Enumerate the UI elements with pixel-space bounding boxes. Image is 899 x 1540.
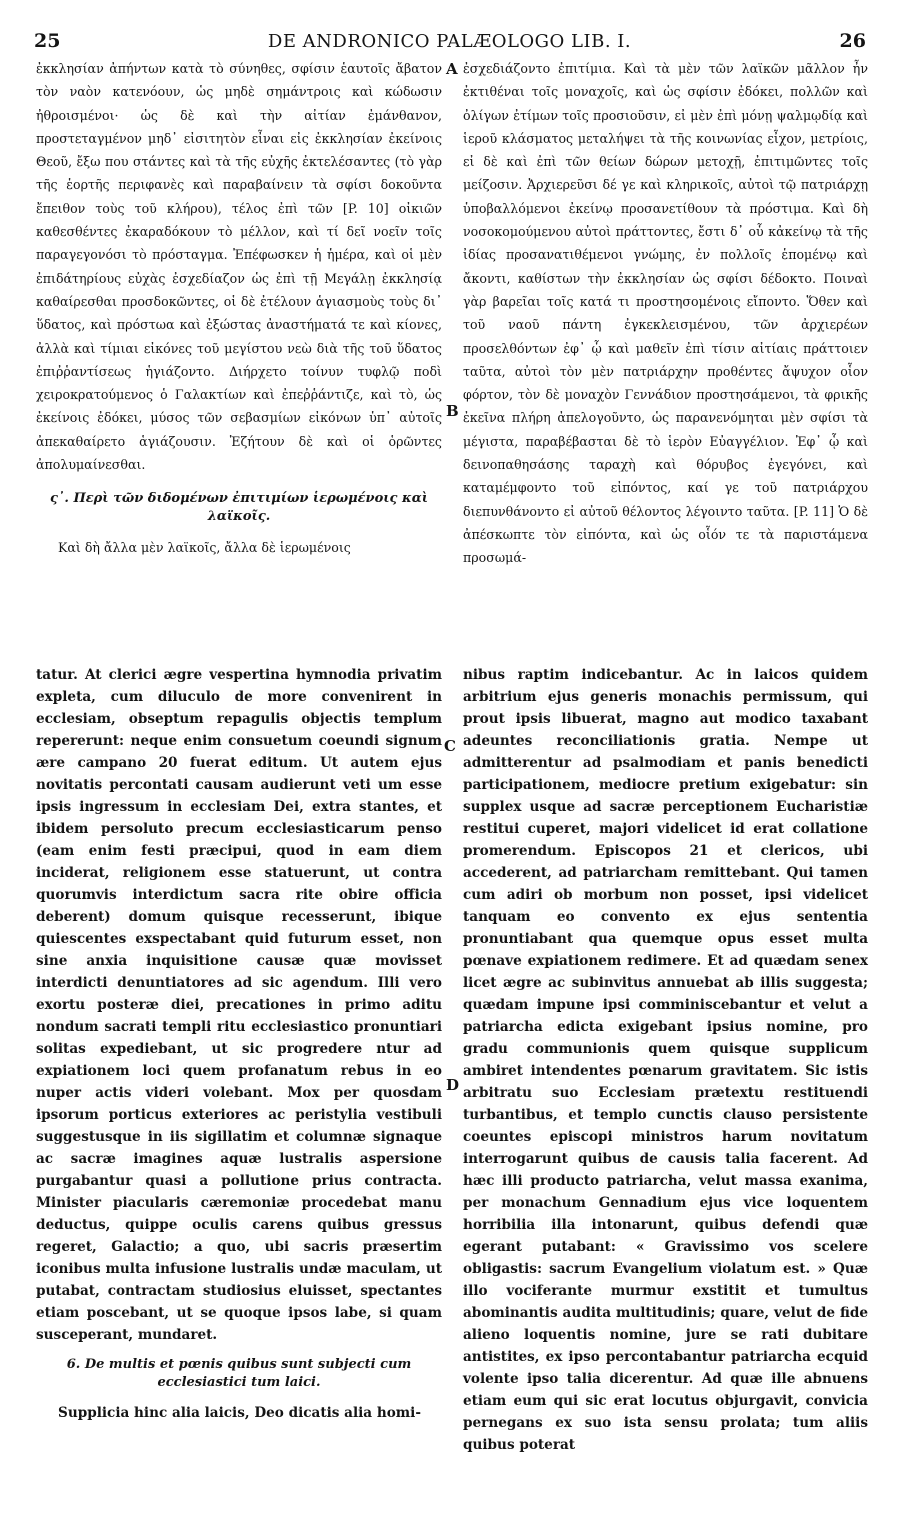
- running-title: DE ANDRONICO PALÆOLOGO LIB. I.: [267, 31, 632, 52]
- latin-paragraph: tatur. At clerici ægre vespertina hymnodia privatim expleta, cum diluculo de more convenirent in ecclesiam, obseptum repagulis objectis templum repererunt: neque enim consuetum coeundi signum ære campano 20 fuerat editum. Ut autem ejus novitatis percontati causam audierunt veti um esse ipsis ingressum in ecclesiam Dei, extra stantes, et ibidem persoluto precum ecclesiasticarum penso (eam enim festi præcipui, quod in eam diem inciderat, religionem esse statuerunt, ut contra quorumvis interdictum sacra rite obire officia deberent) domum quisque recesserunt, ibique quiescentes exspectabant quid futurum esset, non sine anxia inquisitione causæ quæ movisset interdicti denuntiatores ad sic agendum. Illi vero exortu posteræ diei, precationes in primo aditu nondum sacrati templi ritu ecclesiastico pronuntiari solitas expediebant, ut sic progredere ntur ad expiationem loci quem profanatum rebus in eo nuper actis videri volebant. Mox per quosdam ipsorum porticus exteriores ac peristylia vestibuli suggestusque in iis sigillatim et columnæ signaque ac sacræ imagines aquæ lustralis aspersione purgabantur quasi a pollutione prius contracta. Minister piacularis cæremoniæ procedebat manu deductus, quippe oculis carens quibus gressus regeret, Galactio; a quo, ubi sacris præsertim iconibus multa infusione lustralis undæ maculam, ut putabat, contractam studiosius eluisset, spectantes etiam poscebant, ut se quoque ipsos labe, si quam susceperant, mundaret.: [36, 667, 442, 1343]
- latin-column-right: [463, 664, 868, 1456]
- page-number-right: 26: [839, 30, 866, 52]
- greek-column-left: [36, 57, 442, 560]
- latin-column-left: [36, 664, 442, 1424]
- greek-section-heading: ς᾽. Περὶ τῶν διδομένων ἐπιτιμίων ἱερωμένοις καὶ λαϊκοῖς.: [49, 491, 429, 525]
- greek-paragraph: ἐκκλησίαν ἀπήντων κατὰ τὸ σύνηθες, σφίσιν ἑαυτοῖς ἄβατον τὸν ναὸν κατενόουν, ὡς μηδὲ σημάντροις καὶ κώδωσιν ἠθροισμένοι· ὡς δὲ καὶ τὴν αἰτίαν ἐμάνθανον, προστεταγμένον μηδ᾽ εἰσιτητὸν εἶναι εἰς ἐκκλησίαν ἐκείνοις Θεοῦ, ἔξω που στάντες καὶ τὰ τῆς εὐχῆς ἐκτελέσαντες (τὸ γὰρ τῆς ἑορτῆς περιφανὲς καὶ παραβαίνειν τὰ σφίσι δοκοῦντα ἔπειθον τοὺς τοῦ κλήρου), τέλος ἐπὶ τῶν [P. 10] οἰκιῶν καθεσθέντες ἐκαραδόκουν τὸ μέλλον, καὶ τί δεῖ νοεῖν τοῖς παραγεγονόσι τὸ πρόσταγμα. Ἐπέφωσκεν ἡ ἡμέρα, καὶ οἱ μὲν ἐπιδάτηρίους εὐχὰς ἐσχεδίαζον ὡς ἐπὶ τῇ Μεγάλῃ ἐκκλησίᾳ καθαίρεσθαι προσδοκῶντες, οἱ δὲ ἐτέλουν ἁγιασμοὺς τοὺς δι᾽ ὕδατος, καὶ πρόστωα καὶ ἐξώστας ἀναστήματά τε καὶ κίονες, ἀλλὰ καὶ τίμιαι εἰκόνες τοῦ μεγίστου νεὼ διὰ τῆς τοῦ ὕδατος ἐπιῤῥαντίσεως ἡγιάζοντο. Διήρχετο τοίνυν τυφλῷ ποδὶ χειροκρατούμενος ὁ Γαλακτίων καὶ ἐπεῤῥάντιζε, καὶ τὸ, ὡς ἐκείνοις ἐδόκει, μύσος τῶν σεβασμίων εἰκόνων ὑπ᾽ αὐτοῖς ἀπεκαθαίρετο ἁγιάζουσιν. Ἐζήτουν δὲ καὶ οἱ ὁρῶντες ἀπολυμαίνεσθαι.: [36, 61, 442, 473]
- margin-letter-d: D: [446, 1076, 460, 1094]
- page-number-left: 25: [34, 30, 61, 52]
- greek-paragraph: Καὶ δὴ ἄλλα μὲν λαϊκοῖς, ἄλλα δὲ ἱερωμένοις: [58, 540, 351, 556]
- latin-paragraph: nibus raptim indicebantur. Ac in laicos quidem arbitrium ejus generis monachis permissum, qui prout ipsis libuerat, magno aut modico taxabant adeuntes reconciliationis gratia. Nempe ut admitterentur ad psalmodiam et panis benedicti participationem, mediocre pretium exigebatur: sin supplex usque ad sacræ perceptionem Eucharistiæ restitui cuperet, majori videlicet id erat collatione promerendum. Episcopos 21 et clericos, ubi accederent, ad patriarcham remittebant. Qui tamen cum adiri ob morbum non posset, ipsi videlicet tanquam eo convento ex ejus sententia pronuntiabant qua quemque opus esset multa pœnave expiationem redimere. Et ad quædam senex licet ægre ac subinvitus annuebat ab illis suggesta; quædam impune ipsi comminiscebantur et velut a patriarcha edicta exigebant ipsius nomine, pro gradu communionis quem quisque supplicum ambiret intendentes pœnarum gravitatem. Sic istis arbitratu suo Ecclesiam prætextu restituendi turbantibus, et templo cunctis clauso persistente coeuntes episcopi ministros harum novitatum interrogarunt quibus de causis talia facerent. Ad hæc illi producto patriarcha, velut massa exanima, per monachum Gennadium ejus vice loquentem horribilia illa intonarunt, quibus defendi quæ egerant putabant: « Gravissimo vos scelere obligastis: sacrum Evangelium violatum est. » Quæ illo vociferante murmur exstitit et tumultus abominantis audita multitudinis; quare, velut de fide alieno loquentis nomine, jure se rati dubitare antistites, ex ipso percontabantur patriarcha ecquid volente ipso talia dicerentur. Ad quæ ille abnuens etiam eum qui sic erat locutus objurgavit, convicia pernegans ex suo ista sensu prolata; tum aliis quibus poterat: [463, 667, 868, 1453]
- margin-letter-a: A: [446, 60, 458, 78]
- latin-paragraph: Supplicia hinc alia laicis, Deo dicatis alia homi-: [58, 1405, 421, 1421]
- greek-column-right: [463, 57, 868, 570]
- latin-section-heading: 6. De multis et pœnis quibus sunt subjecti cum ecclesiastici tum laici.: [66, 1357, 412, 1390]
- margin-letter-b: B: [446, 402, 459, 420]
- running-header: [0, 30, 899, 54]
- margin-letter-c: C: [444, 737, 456, 755]
- greek-paragraph: ἐσχεδιάζοντο ἐπιτίμια. Καὶ τὰ μὲν τῶν λαϊκῶν μᾶλλον ἦν ἐκτιθέναι τοῖς μοναχοῖς, καὶ ὡς σφίσιν ἐδόκει, πολλῶν καὶ ὀλίγων ἐτίμων τοῖς προσιοῦσιν, εἰ μὲν ἐπὶ μόνῃ ψαλμῳδίᾳ καὶ ἱεροῦ κλάσματος μεταλήψει τὰ τῆς κοινωνίας εἶχον, μετρίοις, εἰ δὲ καὶ ἐπὶ τῶν θείων δώρων μετοχῇ, ἐπιτιμῶντες τοῖς μείζοσιν. Ἀρχιερεῦσι δέ γε καὶ κληρικοῖς, αὐτοὶ τῷ πατριάρχῃ ὑποβαλλόμενοι ἐκείνῳ προσανετίθουν τὰ πρόστιμα. Καὶ δὴ νοσοκομούμενου αὐτοὶ πράττοντες, ἔστι δ᾽ οὗ κἀκείνῳ τὰ τῆς ἰδίας προσανατιθέμενοι γνώμης, ἐν πολλοῖς ἑπομένῳ καὶ ἄκοντι, καθίστων τὴν ἐκκλησίαν ὡς σφίσι δέδοκτο. Ποιναὶ γὰρ βαρεῖαι τοῖς κατά τι προστησομένοις εἴποντο. Ὅθεν καὶ τοῦ ναοῦ πάντη ἐγκεκλεισμένου, τῶν ἀρχιερέων προσελθόντων ἐφ᾽ ᾧ καὶ μαθεῖν ἐπὶ τίσιν αἰτίαις πράττοιεν ταῦτα, αὐτοὶ τὸν μὲν πατριάρχην προθέντες ἄψυχον οἷον φόρτον, τὸν δὲ μοναχὸν Γεννάδιον προστησάμενοι, τὰ φρικῆς ἐκεῖνα πλήρη ἀπελογοῦντο, ὡς παρανενόμηται μὲν σφίσι τὰ μέγιστα, παραβέβασται δὲ τὸ ἱερὸν Εὐαγγέλιον. Ἐφ᾽ ᾧ καὶ δεινοπαθησάσης ταραχὴ καὶ θόρυβος ἐγεγόνει, καὶ καταμέμφοντο τοῦ εἰπόντος, καί γε τοῦ πατριάρχου διεπυνθάνοντο εἰ αὐτοῦ θέλοντος λέγοιντο ταῦτα. [P. 11] Ὁ δὲ ἀπέσκωπτε τὸν εἰπόντα, καὶ ὡς οἷόν τε τὰ παριστάμενα προσωμά-: [463, 61, 868, 566]
